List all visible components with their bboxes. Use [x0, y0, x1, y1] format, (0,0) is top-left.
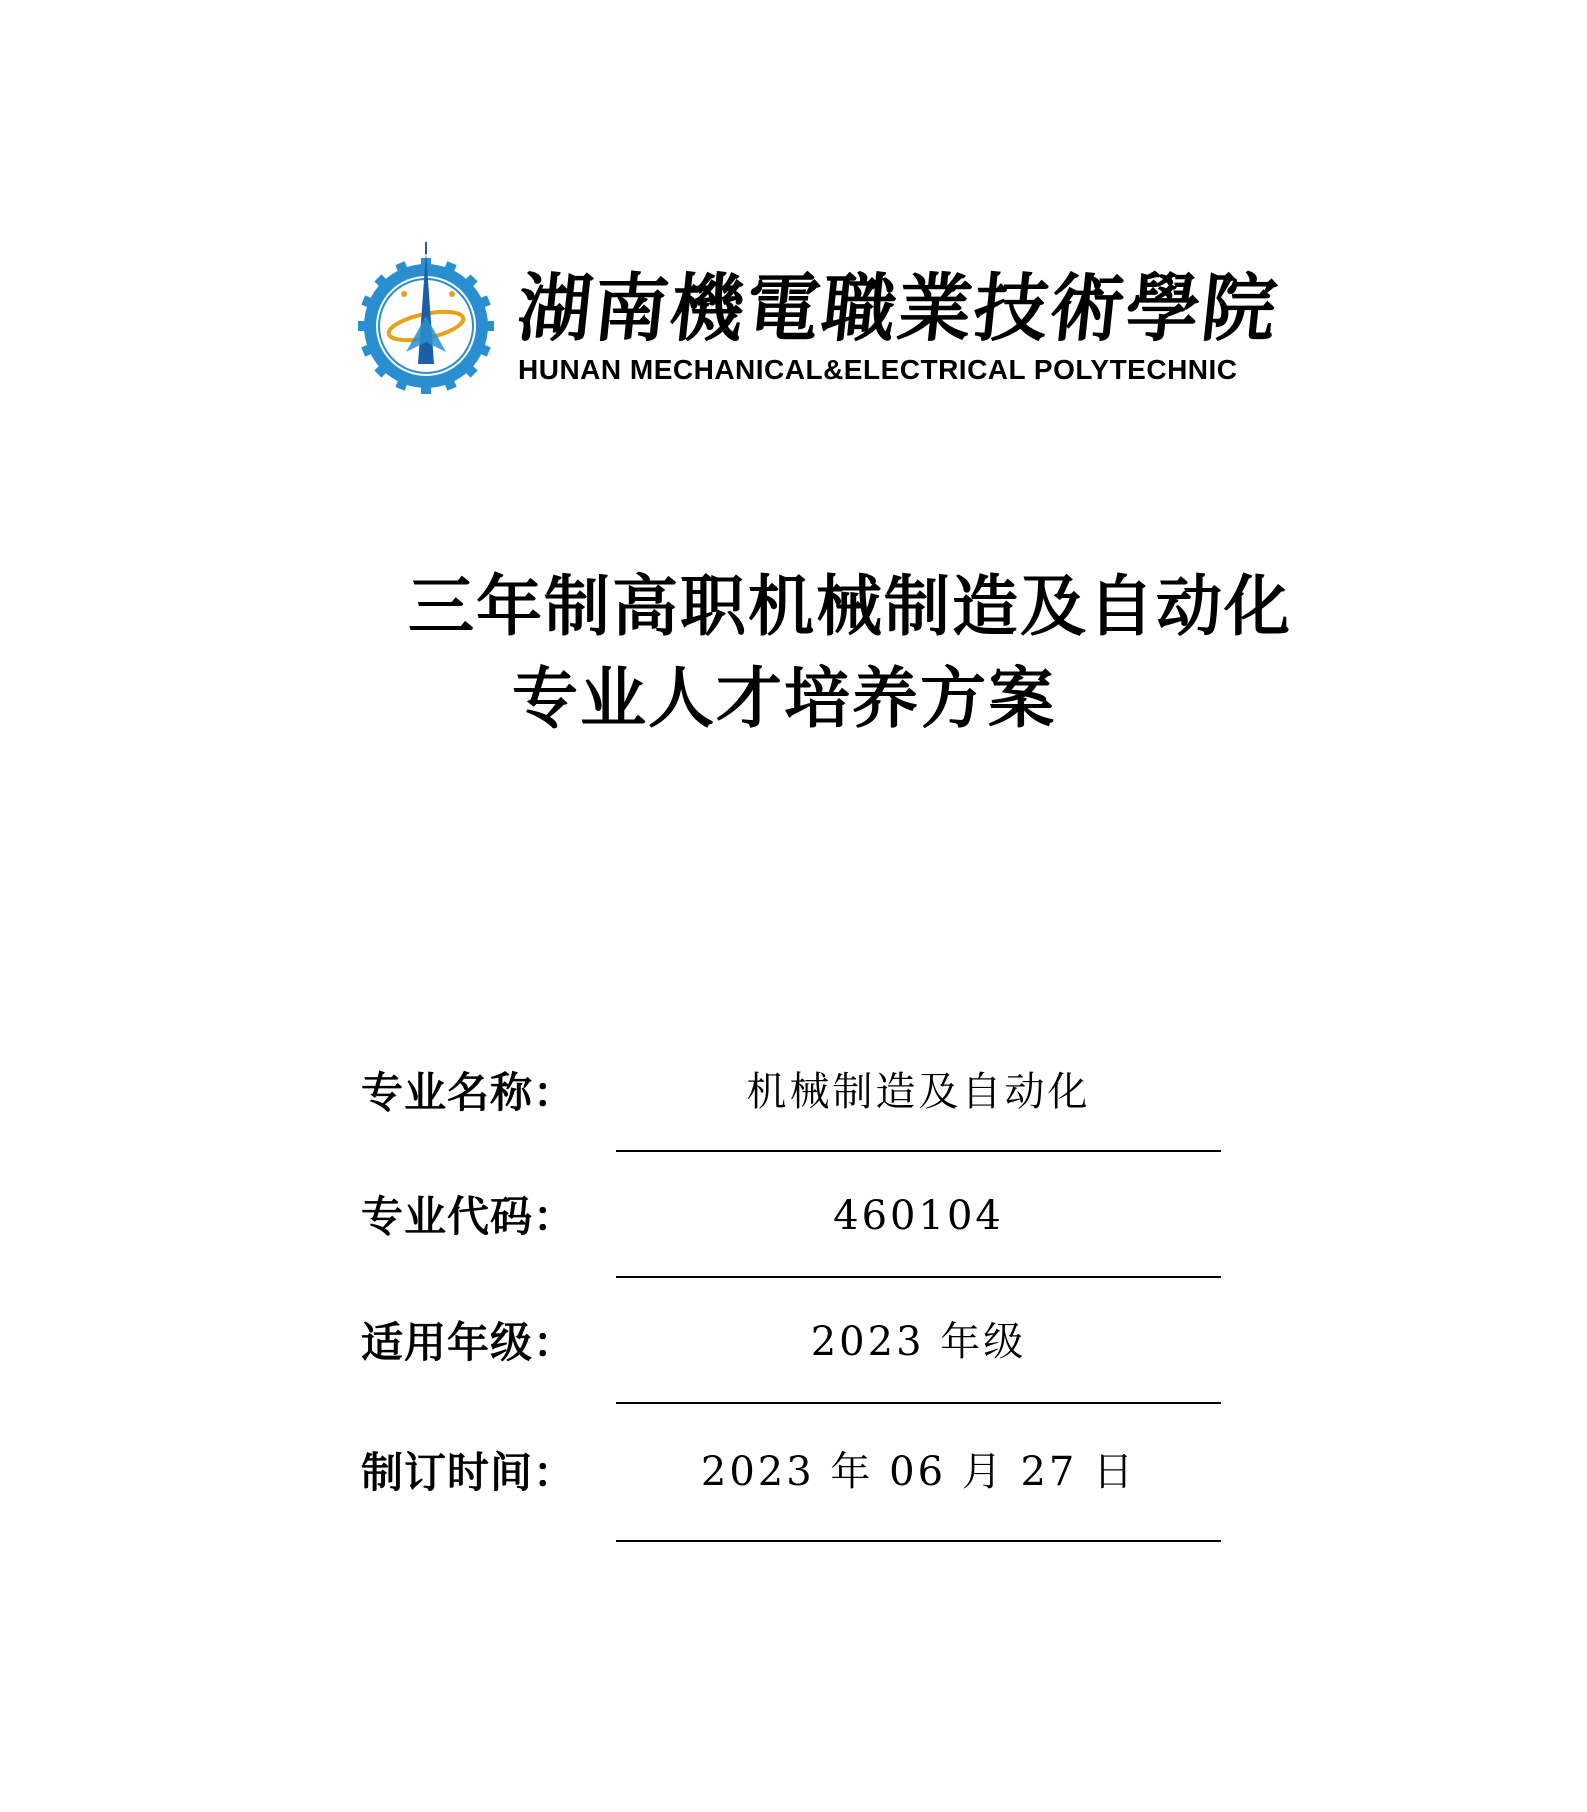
- college-header: [356, 234, 1283, 404]
- college-emblem-icon: [356, 234, 496, 394]
- field-applicable-grade: [361, 1318, 1221, 1422]
- document-title-line-2: 专业人才培养方案: [512, 660, 1056, 737]
- college-name-chinese: 湖南機電職業技術學院: [513, 266, 1283, 352]
- underline-divider: [616, 1276, 1221, 1278]
- underline-divider: [616, 1540, 1221, 1542]
- college-name-english: HUNAN MECHANICAL&ELECTRICAL POLYTECHNIC: [518, 354, 1238, 385]
- field-label: 专业名称：: [361, 1068, 577, 1117]
- field-label: 专业代码：: [361, 1192, 577, 1241]
- document-title-line-1: 三年制高职机械制造及自动化: [408, 568, 1292, 645]
- field-major-code: [361, 1192, 1221, 1296]
- field-revision-date: [361, 1448, 1221, 1552]
- field-value: 2023 年级: [810, 1319, 1027, 1365]
- underline-divider: [616, 1402, 1221, 1404]
- field-label: 制订时间：: [361, 1448, 577, 1497]
- field-label: 适用年级：: [361, 1318, 577, 1367]
- field-major-name: [361, 1068, 1221, 1172]
- field-value: 2023 年 06 月 27 日: [700, 1449, 1137, 1495]
- field-value: 460104: [833, 1193, 1004, 1239]
- underline-divider: [616, 1150, 1221, 1152]
- field-value: 机械制造及自动化: [746, 1069, 1091, 1115]
